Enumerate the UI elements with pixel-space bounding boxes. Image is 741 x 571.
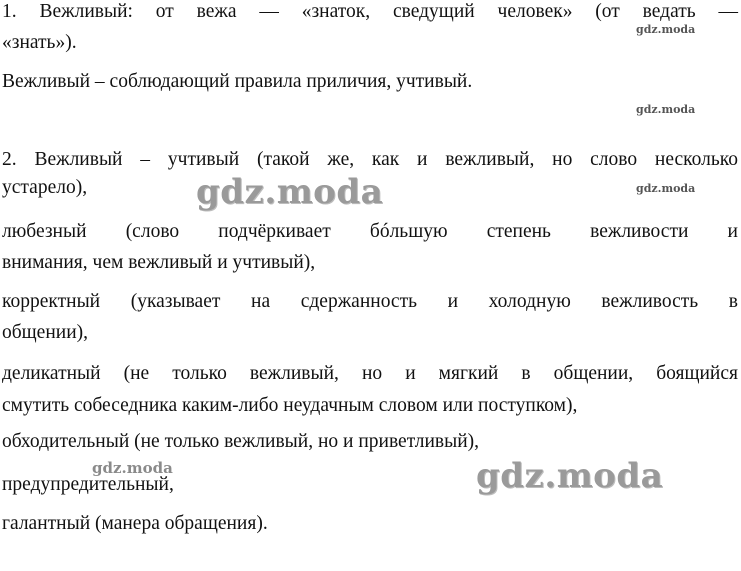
text-line-14: галантный (манера обращения).: [2, 513, 268, 534]
text-line-11: смутить собеседника каким-либо неудачным словом или поступком),: [2, 395, 578, 416]
watermark-large-top: gdz.moda: [196, 172, 384, 212]
text-line-7: внимания, чем вежливый и учтивый),: [2, 252, 316, 273]
text-line-12: обходительный (не только вежливый, но и приветливый),: [2, 431, 480, 452]
watermark-right-lower: gdz.moda: [636, 182, 696, 195]
text-line-13: предупредительный,: [2, 474, 174, 495]
watermark-right-middle: gdz.moda: [636, 103, 696, 116]
text-line-9: общении),: [2, 322, 89, 343]
text-line-5: устарело),: [2, 177, 88, 198]
text-line-4: 2. Вежливый – учтивый (такой же, как и вежливый, но слово несколько: [2, 149, 738, 170]
text-line-3: Вежливый – соблюдающий правила приличия, учтивый.: [2, 71, 473, 92]
text-line-10: деликатный (не только вежливый, но и мягкий в общении, боящийся: [2, 363, 738, 384]
watermark-large-bottom: gdz.moda: [476, 456, 664, 496]
text-line-6: любезный (слово подчёркивает бóльшую степень вежливости и: [2, 221, 738, 242]
text-line-2: «знать»).: [2, 32, 77, 53]
watermark-left-bottom: gdz.moda: [92, 459, 173, 477]
text-line-8: корректный (указывает на сдержанность и холодную вежливость в: [2, 291, 738, 312]
text-line-1: 1. Вежливый: от вежа — «знаток, сведущий человек» (от ведать —: [2, 1, 738, 22]
watermark-top-right: gdz.moda: [636, 23, 696, 36]
